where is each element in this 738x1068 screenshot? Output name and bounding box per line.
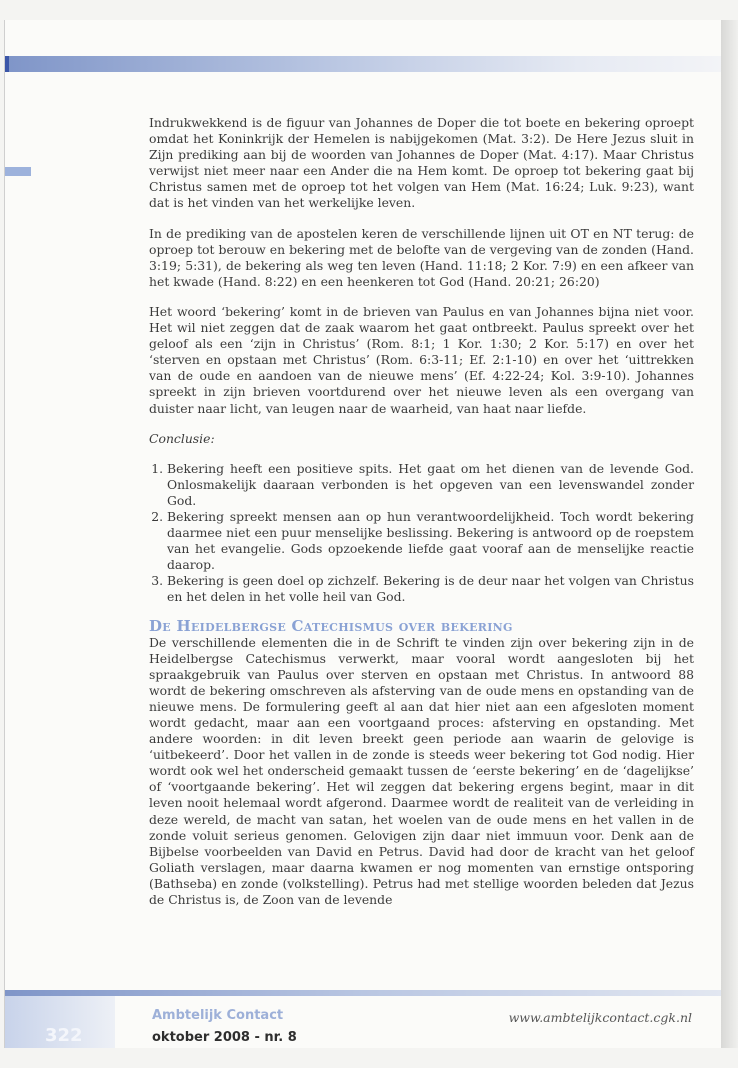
section-heading: De Heidelbergse Catechismus over bekering [149,616,513,635]
conclusion-item: 3. Bekering is geen doel op zichzelf. Bekering is de deur naar het volgen van Christus en het delen in het volle heil van God. [167,573,694,605]
header-accent [5,56,9,72]
page-shadow [721,20,738,1048]
paragraph-1: Indrukwekkend is de figuur van Johannes de Doper die tot boete en bekering oproept omdat het Koninkrijk der Hemelen is nabijgekomen (Mat. 3:2). De Here Jezus sluit in Zijn prediking aan bij de woorden van Johannes de Doper (Mat. 4:17). Maar Christus verwijst niet meer naar een Ander die na Hem komt. De oproep tot bekering gaat bij Christus samen met de oproep tot het volgen van Hem (Mat. 16:24; Luk. 9:23), want dat is het vinden van het werkelijke leven. [149,115,694,211]
paragraph-2: In de prediking van de apostelen keren de verschillende lijnen uit OT en NT terug: de oproep tot berouw en bekering met de belofte van de vergeving van de zonden (Hand. 3:19; 5:31), de bekering als weg ten leven (Hand. 11:18; 2 Kor. 7:9) en een afkeer van het kwade (Hand. 8:22) en een heenkeren tot God (Hand. 20:21; 26:20) [149,225,694,289]
conclusion-list [149,461,694,606]
conclusion-item: 2. Bekering spreekt mensen aan op hun verantwoordelijkheid. Toch wordt bekering daarmee niet een puur menselijke beslissing. Bekering is antwoord op de roepstem van het evangelie. Gods opzoekende liefde gaat vooraf aan de menselijke reactie daarop. [167,509,694,573]
issue-label: oktober 2008 - nr. 8 [152,1030,297,1045]
page [4,20,722,1048]
paragraph-3: Het woord ‘bekering’ komt in de brieven van Paulus en van Johannes bijna niet voor. Het wil niet zeggen dat de zaak waarom het gaat ontbreekt. Paulus spreekt over het geloof als een ‘zijn in Christus’ (Rom. 8:1; 1 Kor. 1:30; 2 Kor. 5:17) en over het ‘sterven en opstaan met Christus’ (Rom. 6:3-11; Ef. 2:1-10) en over het ‘uittrekken van de oude en aandoen van de nieuwe mens’ (Ef. 4:22-24; Kol. 3:9-10). Johannes spreekt in zijn brieven voortdurend over het nieuwe leven als een overgang van duister naar licht, van leugen naar de waarheid, van haat naar liefde. [149,303,694,416]
margin-marker [5,167,31,176]
conclusion-item: 1. Bekering heeft een positieve spits. Het gaat om het dienen van de levende God. Onlosmakelijk daaraan verbonden is het opgeven van een levenswandel zonder God. [167,461,694,509]
page-number: 322 [45,1025,83,1046]
section-text: De verschillende elementen die in de Schrift te vinden zijn over bekering zijn in de Heidelbergse Catechismus verwerkt, maar vooral wordt aangesloten bij het spraakgebruik van Paulus over sterven en opstaan met Christus. In antwoord 88 wordt de bekering omschreven als afsterving van de oude mens en opstanding van de nieuwe mens. De formulering geeft al aan dat hier niet aan een afgesloten moment wordt gedacht, maar aan een voortgaand proces: afsterving en opstanding. Met andere woorden: in dit leven breekt geen periode aan waarin de gelovige is ‘uitbekeerd’. Door het vallen in de zonde is steeds weer bekering tot God nodig. Hier wordt ook wel het onderscheid gemaakt tussen de ‘eerste bekering’ en de ‘dagelijkse’ of ‘voortgaande bekering’. Het wil zeggen dat bekering ergens begint, maar in dit leven nooit helemaal wordt afgerond. Daarmee wordt de realiteit van de verleiding in deze wereld, de macht van satan, het woelen van de oude mens en het vallen in de zonde voluit serieus genomen. Gelovigen zijn daar niet immuun voor. Denk aan de Bijbelse voorbeelden van David en Petrus. David had door de kracht van het geloof Goliath verslagen, maar daarna kwamen er nog momenten van ernstige ontsporing (Bathseba) en zonde (volkstelling). Petrus had met stellige woorden beleden dat Jezus de Christus is, de Zoon van de levende [149,634,694,908]
magazine-title: Ambtelijk Contact [152,1008,284,1023]
article-body [149,115,694,922]
header-color-bar [5,56,722,72]
conclusion-label: Conclusie: [149,430,215,446]
website-link[interactable]: www.ambtelijkcontact.cgk.nl [508,1010,692,1025]
